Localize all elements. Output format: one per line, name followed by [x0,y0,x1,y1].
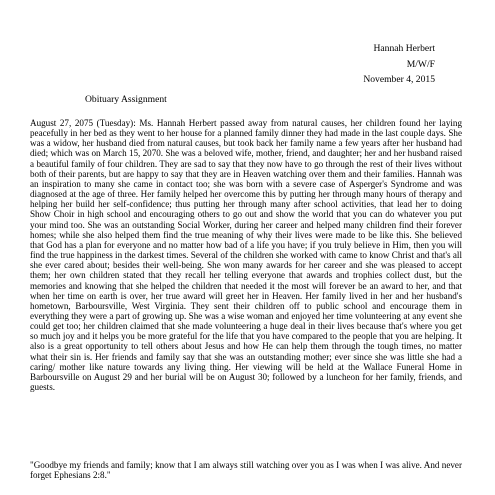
document-title: Obituary Assignment [85,94,167,105]
closing-quote: "Goodbye my friends and family; know that I am always still watching over you as I was when I was alive. And never forget Ephesians 2:8." [30,460,462,481]
class-schedule: M/W/F [406,59,435,70]
author-name: Hannah Herbert [373,43,435,54]
assignment-date: November 4, 2015 [363,74,435,85]
obituary-body-paragraph: August 27, 2075 (Tuesday): Ms. Hannah Herbert passed away from natural causes, her children found her laying peacefully in her bed as they went to her house for a planned family dinner they had made in the last couple days. She was a widow, her husband died from natural causes, but took back her family name a few years after her husband had died; which was on March 15, 2070. She was a beloved wife, mother, friend, and daughter; her and her husband raised a beautiful family of four children. They are sad to say that they now have to go through the rest of their lives without both of their parents, but are happy to say that they are in Heaven watching over them and their families. Hannah was an inspiration to many she came in contact too; she was born with a severe case of Asperger's Syndrome and was diagnosed at the age of three. Her family helped her overcome this by putting her through many hours of therapy and helping her build her self-confidence; thus putting her through many after school activities, that lead her to doing Show Choir in high school and encouraging others to go out and show the world that you can do whatever you put your mind too. She was an outstanding Social Worker, during her career and helped many children find their forever homes; while she also helped them find the true meaning of why their lives were made to be like this. She believed that God has a plan for everyone and no matter how bad of a life you have; if you truly believe in Him, then you will find the true happiness in the darkest times. Several of the children she worked with came to know Christ and that's all she ever cared about; besides their well-being. She won many awards for her career and she was pleased to accept them; her own children stated that they recall her telling everyone that awards and trophies collect dust, but the memories and knowing that she helped the children that needed it the most will forever be an award to her, and that when her time on earth is over, her true award will greet her in Heaven. Her family lived in her and her husband's hometown, Barboursville, West Virginia. They sent their children off to public school and encourage them in everything they were a part of growing up. She was a wise woman and enjoyed her time volunteering at any event she could get too; her children claimed that she made volunteering a huge deal in their lives because that's where you get so much joy and it helps you be more grateful for the life that you have compared to the people that you are helping. It also is a great opportunity to tell others about Jesus and how He can help them through the tough times, no matter what their sin is. Her friends and family say that she was an outstanding mother; ever since she was little she had a caring/ mother like nature towards any living thing. Her viewing will be held at the Wallace Funeral Home in Barboursville on August 29 and her burial will be on August 30; followed by a luncheon for her family, friends, and guests. [30,118,462,393]
